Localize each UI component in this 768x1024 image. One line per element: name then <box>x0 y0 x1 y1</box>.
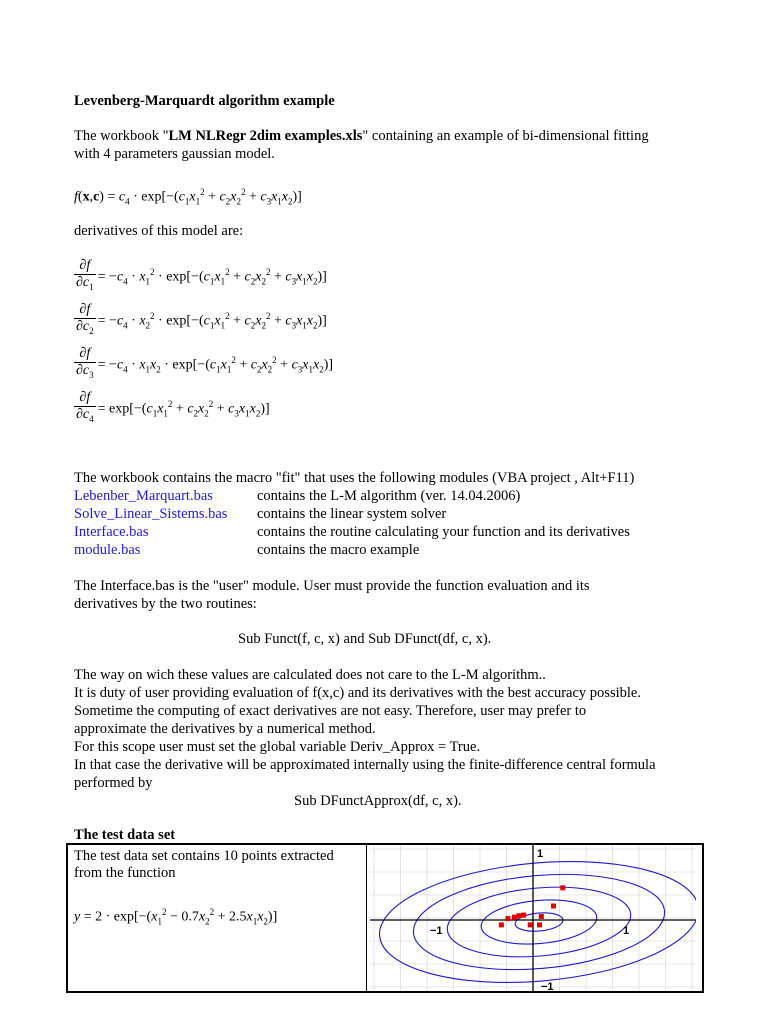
module-link-interface[interactable]: Interface.bas <box>74 524 149 540</box>
test-data-description-cell <box>68 845 367 991</box>
data-point <box>521 913 526 918</box>
body-text-4: approximate the derivatives by a numerical method. <box>74 721 376 737</box>
page-title: Levenberg-Marquardt algorithm example <box>74 93 335 109</box>
module-desc-interface: contains the routine calculating your function and its derivatives <box>257 524 630 540</box>
intro-pre: The workbook " <box>74 128 169 144</box>
body-text-7: performed by <box>74 775 153 791</box>
contour-chart <box>370 845 696 991</box>
workbook-filename: LM NLRegr 2dim examples.xls <box>168 128 363 144</box>
module-desc-lm: contains the L-M algorithm (ver. 14.04.2006) <box>257 488 521 504</box>
module-link-solver[interactable]: Solve_Linear_Sistems.bas <box>74 506 228 522</box>
derivative-c4: $\frac{\partial f}{\partial c_4}$ = $\exp[-(c_1x_1^2 + c_2x_2^2 + c_3x_1x_2)]$ <box>76 390 270 424</box>
data-point <box>539 914 544 919</box>
data-point <box>537 922 542 927</box>
test-text-1: The test data set contains 10 points extracted <box>74 848 334 864</box>
intro-line-2: with 4 parameters gaussian model. <box>74 146 275 162</box>
interface-text-2: derivatives by the two routines: <box>74 596 257 612</box>
module-link-lm[interactable]: Lebenber_Marquart.bas <box>74 488 213 504</box>
model-formula: $f(x,c) = c_4 \cdot \exp[-(c_1x_1^2 + c_2x_2^2 + c_3x_1x_2)]$ <box>74 187 302 207</box>
data-point <box>512 915 517 920</box>
contour-line <box>409 865 668 980</box>
data-point <box>560 885 565 890</box>
test-heading: The test data set <box>74 827 176 843</box>
macro-intro: The workbook contains the macro "fit" that uses the following modules (VBA project , Alt+F11) <box>74 470 635 486</box>
interface-text-1: The Interface.bas is the "user" module. User must provide the function evaluation and its <box>74 578 590 594</box>
tick-label: 1 <box>623 925 630 937</box>
tick-label: −1 <box>541 981 554 991</box>
body-text-3: Sometime the computing of exact derivatives are not easy. Therefore, user may prefer to <box>74 703 587 719</box>
tick-label: −1 <box>430 925 443 937</box>
derivative-c1: $\frac{\partial f}{\partial c_1}$ = $-c_4 \cdot x_1^2 \cdot \exp[-(c_1x_1^2 + c_2x_2^2 + c_3x_1x_2)]$ <box>76 258 327 292</box>
derivative-c2: $\frac{\partial f}{\partial c_2}$ = $-c_4 \cdot x_2^2 \cdot \exp[-(c_1x_1^2 + c_2x_2^2 + c_3x_1x_2)]$ <box>76 302 327 336</box>
intro-line-1 <box>74 128 649 145</box>
contour-line <box>479 896 598 949</box>
data-point <box>505 916 510 921</box>
module-link-module[interactable]: module.bas <box>74 542 141 558</box>
data-point <box>499 922 504 927</box>
data-point <box>517 913 522 918</box>
sub-funct-line: Sub Funct(f, c, x) and Sub DFunct(df, c, x). <box>238 631 492 647</box>
module-desc-module: contains the macro example <box>257 542 420 558</box>
contour-line <box>444 880 633 964</box>
intro-post: " containing an example of bi-dimensional fitting <box>362 128 649 144</box>
body-text-2: It is duty of user providing evaluation of f(x,c) and its derivatives with the best accuracy possible. <box>74 685 641 701</box>
body-text-1: The way on wich these values are calculated does not care to the L-M algorithm.. <box>74 667 546 683</box>
test-function-formula: $y = 2 \cdot \exp[-(x_1^2 - 0.7x_2^2 + 2.5x_1x_2)]$ <box>74 907 278 927</box>
sub-approx-line: Sub DFunctApprox(df, c, x). <box>294 793 462 809</box>
tick-label: 1 <box>537 848 544 860</box>
derivatives-label: derivatives of this model are: <box>74 223 244 239</box>
derivative-c3: $\frac{\partial f}{\partial c_3}$ = $-c_4 \cdot x_1x_2 \cdot \exp[-(c_1x_1^2 + c_2x_2^2 + c_3x_1x_2)]$ <box>76 346 334 380</box>
body-text-5: For this scope user must set the global variable Deriv_Approx = True. <box>74 739 481 755</box>
body-text-6: In that case the derivative will be approximated internally using the finite-difference central formula <box>74 757 656 773</box>
module-desc-solver: contains the linear system solver <box>257 506 447 522</box>
data-point <box>528 922 533 927</box>
data-point <box>551 904 556 909</box>
test-text-2: from the function <box>74 865 176 881</box>
